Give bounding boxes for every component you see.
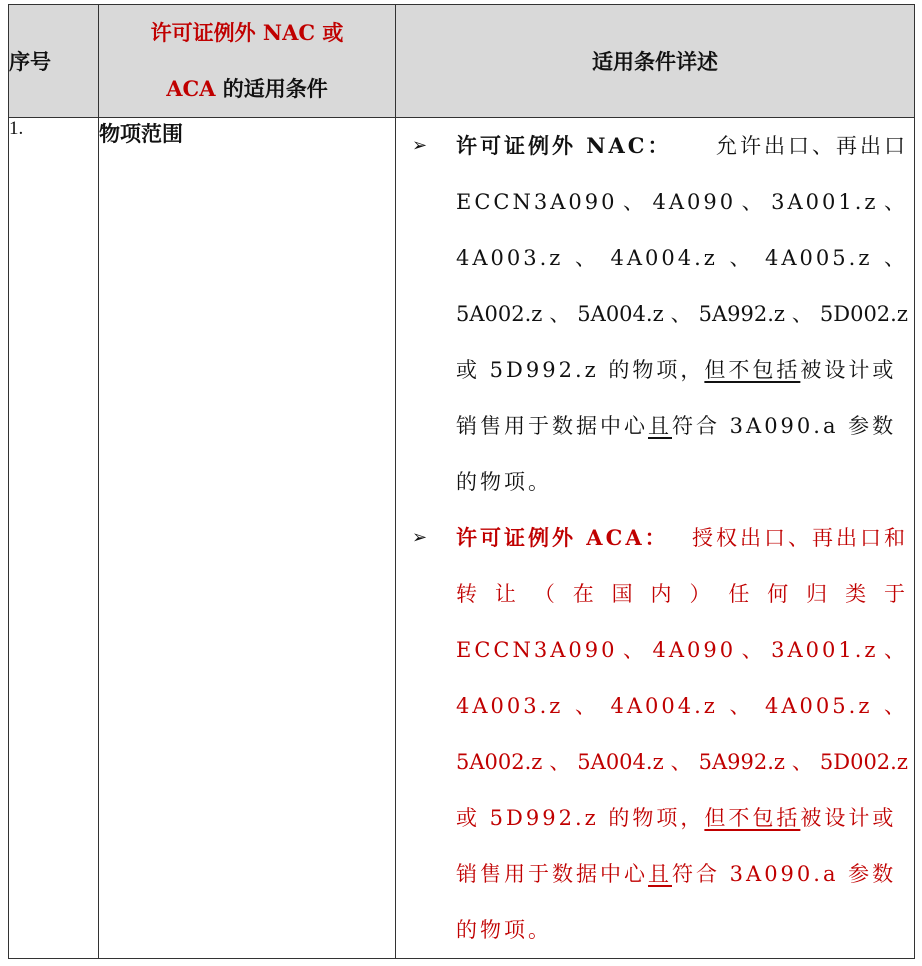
aca-text-8: 的物项。 — [456, 918, 552, 942]
conditions-table — [8, 4, 915, 959]
nac-line-4 — [456, 286, 908, 342]
nac-token: 、 — [670, 302, 692, 326]
aca-token: 、 — [884, 638, 908, 662]
nac-underlined-and: 且 — [648, 414, 672, 438]
aca-token: 、 — [741, 638, 766, 662]
header-condition — [99, 5, 396, 118]
nac-token: 5A992.z — [698, 302, 785, 326]
nac-lead: 许可证例外 NAC： — [456, 133, 672, 158]
aca-token: 5A992.z — [698, 750, 785, 774]
aca-line-7 — [456, 846, 908, 902]
aca-text-7a: 销售用于数据中心 — [456, 862, 648, 886]
nac-token: 5D002.z — [819, 302, 908, 326]
aca-text-1: 授权出口、再出口和 — [692, 526, 908, 550]
nac-token: 4A003.z — [456, 246, 564, 270]
nac-line-6 — [456, 398, 908, 454]
aca-token: 3A001.z — [771, 638, 879, 662]
aca-token: 在 — [572, 582, 597, 606]
aca-text-6a: 或 5D992.z 的物项， — [456, 806, 705, 830]
aca-token: 4A004.z — [610, 694, 718, 718]
nac-token: 5A004.z — [577, 302, 664, 326]
aca-token: 、 — [622, 638, 647, 662]
nac-text-5b: 被设计或 — [800, 358, 897, 382]
aca-token: 5D002.z — [819, 750, 908, 774]
aca-token: 、 — [883, 694, 908, 718]
arrow-bullet-icon: ➢ — [412, 135, 428, 156]
aca-item — [396, 510, 914, 958]
nac-line-5 — [456, 342, 908, 398]
aca-token: 4A003.z — [456, 694, 564, 718]
aca-token: 、 — [791, 750, 813, 774]
nac-text-6a: 销售用于数据中心 — [456, 414, 648, 438]
header-aca-label: ACA — [166, 76, 216, 101]
aca-token: ECCN3A090 — [456, 638, 618, 662]
nac-line-7 — [456, 454, 908, 510]
aca-line-5 — [456, 734, 908, 790]
aca-token: 5A004.z — [577, 750, 664, 774]
nac-text-5a: 或 5D992.z 的物项， — [456, 358, 705, 382]
aca-token: 、 — [549, 750, 571, 774]
nac-token: 5A002.z — [456, 302, 543, 326]
table-header-row — [9, 5, 915, 118]
nac-token: 3A001.z — [771, 190, 879, 214]
aca-line-3 — [456, 622, 908, 678]
aca-token: 何 — [767, 582, 792, 606]
nac-token: 、 — [741, 190, 766, 214]
aca-token: 于 — [883, 582, 908, 606]
table-row — [9, 118, 915, 959]
header-condition-line2 — [99, 61, 395, 117]
aca-token: 任 — [728, 582, 753, 606]
nac-token: 4A004.z — [610, 246, 718, 270]
nac-text-6b: 符合 3A090.a 参数 — [672, 414, 897, 438]
aca-token: 4A090 — [652, 638, 737, 662]
aca-line-2 — [456, 566, 908, 622]
arrow-bullet-icon: ➢ — [412, 527, 428, 548]
aca-underlined-exclusion: 但不包括 — [704, 806, 801, 830]
aca-token: 内 — [650, 582, 675, 606]
aca-token: 5A002.z — [456, 750, 543, 774]
aca-text-6b: 被设计或 — [800, 806, 897, 830]
nac-token: 、 — [729, 246, 754, 270]
nac-line-2 — [456, 174, 908, 230]
header-condition-suffix: 的适用条件 — [215, 76, 328, 101]
nac-token: 、 — [791, 302, 813, 326]
nac-token: 、 — [883, 246, 908, 270]
aca-lead: 许可证例外 ACA： — [456, 525, 669, 550]
aca-token: 、 — [574, 694, 599, 718]
aca-token: ） — [689, 582, 714, 606]
aca-token: 转 — [456, 582, 480, 606]
aca-line-8 — [456, 902, 908, 958]
nac-line-1 — [456, 118, 908, 174]
nac-token: 4A090 — [652, 190, 737, 214]
aca-token: 、 — [729, 694, 754, 718]
header-number: 序号 — [9, 5, 99, 118]
row-scope: 物项范围 — [99, 118, 396, 959]
aca-token: 国 — [611, 582, 636, 606]
nac-item — [396, 118, 914, 510]
aca-token: 让 — [494, 582, 519, 606]
aca-underlined-and: 且 — [648, 862, 672, 886]
header-detail: 适用条件详述 — [396, 5, 915, 118]
header-condition-line1: 许可证例外 NAC 或 — [150, 20, 344, 45]
nac-text-1: 允许出口、再出口 — [716, 134, 908, 158]
aca-token: 归 — [806, 582, 831, 606]
aca-token: 4A005.z — [765, 694, 873, 718]
row-number: 1. — [9, 118, 99, 959]
aca-text-7b: 符合 3A090.a 参数 — [672, 862, 897, 886]
aca-line-6 — [456, 790, 908, 846]
aca-token: 类 — [845, 582, 870, 606]
nac-underlined-exclusion: 但不包括 — [704, 358, 801, 382]
row-detail — [396, 118, 915, 959]
nac-token: 、 — [574, 246, 599, 270]
nac-line-3 — [456, 230, 908, 286]
nac-token: 、 — [622, 190, 647, 214]
aca-line-4 — [456, 678, 908, 734]
nac-token: 4A005.z — [765, 246, 873, 270]
nac-token: ECCN3A090 — [456, 190, 618, 214]
aca-token: 、 — [670, 750, 692, 774]
nac-token: 、 — [549, 302, 571, 326]
nac-token: 、 — [884, 190, 908, 214]
nac-text-7: 的物项。 — [456, 470, 552, 494]
aca-line-1 — [456, 510, 908, 566]
aca-token: （ — [533, 582, 558, 606]
